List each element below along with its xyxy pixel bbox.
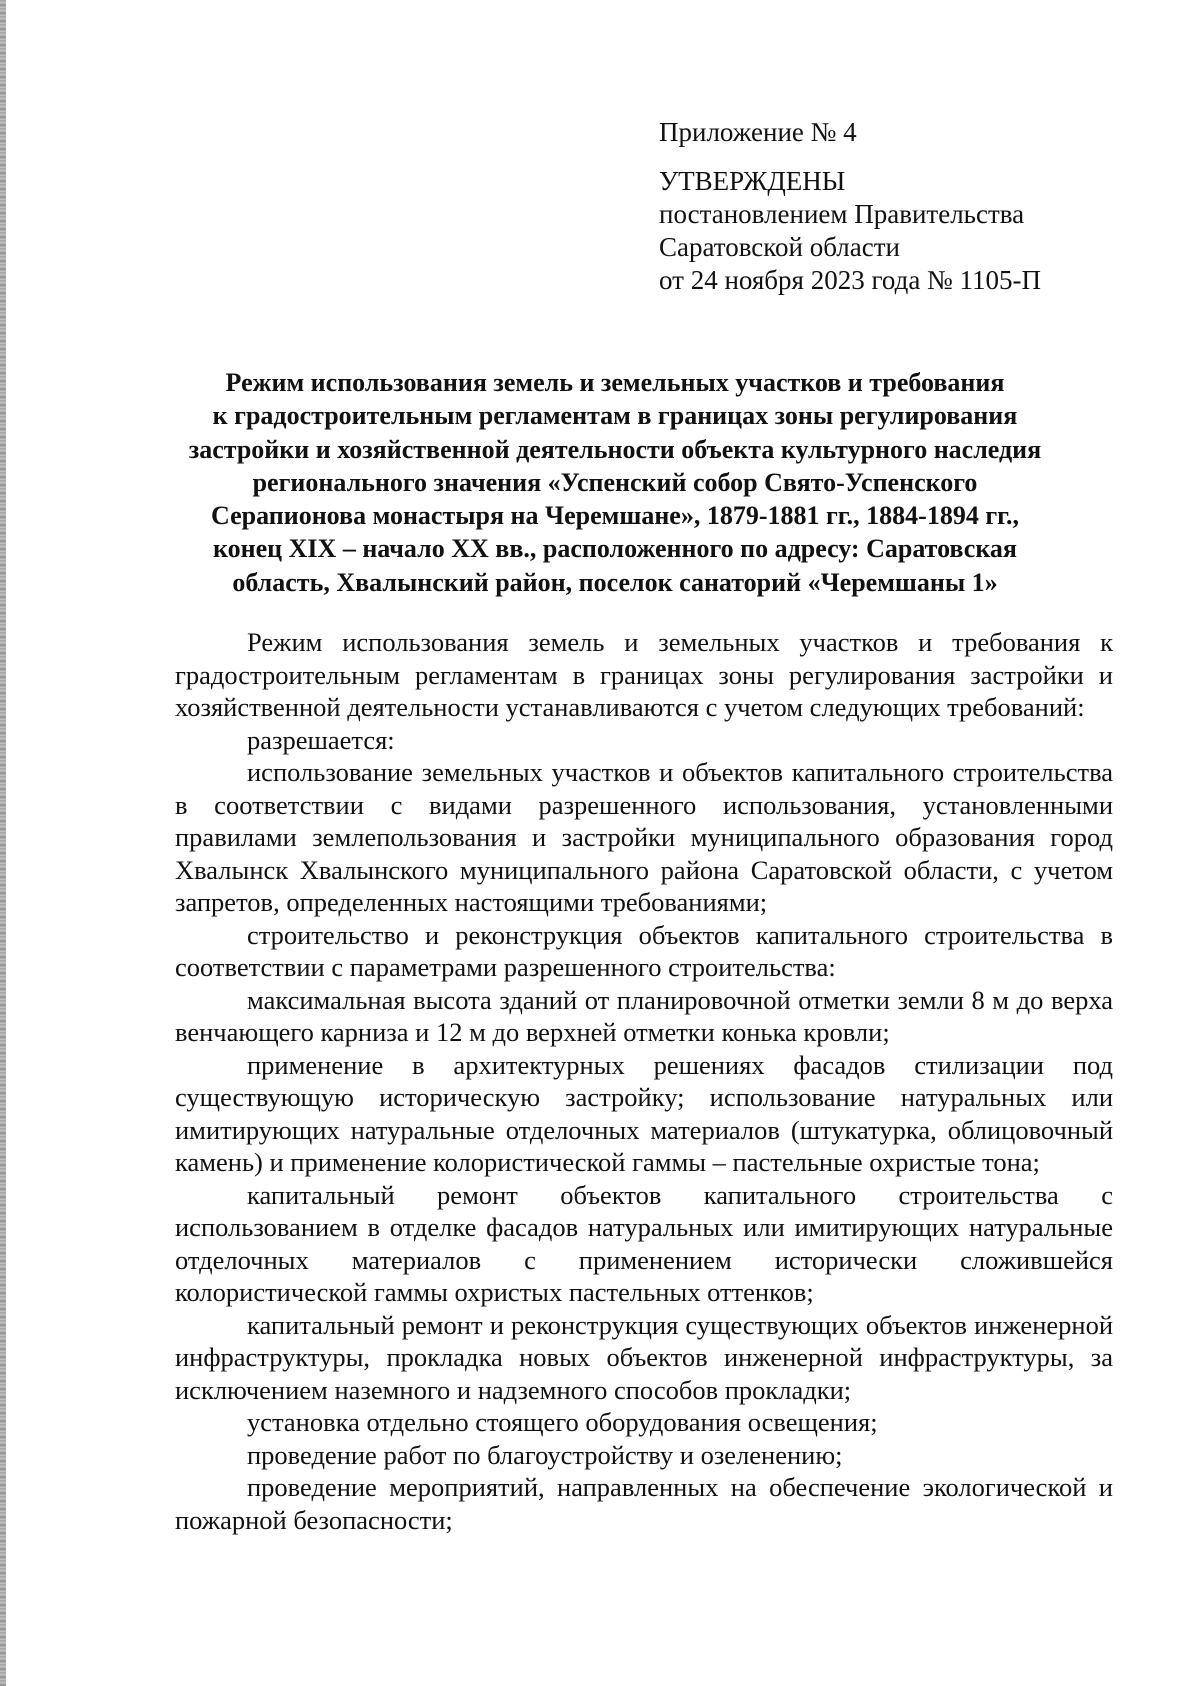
title-line: область, Хвалынский район, поселок санаторий «Черемшаны 1» (232, 567, 998, 597)
approval-block (659, 116, 1139, 297)
body-paragraph: Режим использования земель и земельных участков и требования к градостроительным регламентам в границах зоны регулирования застройки и хозяйственной деятельности устанавливаются с учетом следующих требований: (175, 627, 1113, 722)
body-paragraph: капитальный ремонт и реконструкция существующих объектов инженерной инфраструктуры, прокладка новых объектов инженерной инфраструктуры, за исключением наземного и надземного способов прокладки; (175, 1309, 1113, 1405)
title-line: застройки и хозяйственной деятельности объекта культурного наследия (188, 434, 1042, 464)
body-paragraph: строительство и реконструкция объектов капитального строительства в соответствии с параметрами разрешенного строительства: (175, 919, 1113, 982)
body-paragraph: разрешается: (247, 724, 395, 755)
approved-heading: УТВЕРЖДЕНЫ (659, 166, 846, 196)
body-paragraph: проведение работ по благоустройству и озеленению; (247, 1439, 843, 1470)
title-line: к градостроительным регламентам в границах зоны регулирования (212, 401, 1018, 431)
body-paragraph: максимальная высота зданий от планировочной отметки земли 8 м до верха венчающего карниза и 12 м до верхней отметки конька кровли; (175, 984, 1113, 1047)
body-paragraph: использование земельных участков и объектов капитального строительства в соответствии с видами разрешенного использования, установленными правилами землепользования и застройки муниципального образования город Хвалынск Хвалынского муниципального района Саратовской области, с учетом запретов, определенных настоящими требованиями; (175, 757, 1113, 917)
annex-number: Приложение № 4 (659, 117, 857, 147)
approval-line-1: постановлением Правительства (659, 199, 1025, 229)
title-line: Режим использования земель и земельных участков и требования (225, 368, 1005, 397)
title-line: Серапионова монастыря на Черемшане», 1879-1881 гг., 1884-1894 гг., (210, 501, 1020, 531)
title-line: конец XIX – начало XX вв., расположенного по адресу: Саратовская (213, 534, 1017, 564)
scan-edge (0, 0, 6, 1686)
approval-line-2: Саратовской области (659, 232, 900, 262)
approval-line-3: от 24 ноября 2023 года № 1105-П (659, 265, 1042, 295)
body-paragraph: установка отдельно стоящего оборудования освещения; (247, 1407, 878, 1437)
title-line: регионального значения «Успенский собор Свято-Успенского (252, 467, 978, 497)
document-title (150, 366, 1080, 599)
body-paragraph: капитальный ремонт объектов капитального строительства с использованием в отделке фасадов натуральных или имитирующих натуральные отделочных материалов с применением исторически сложившейся колористической гаммы охристых пастельных оттенков; (175, 1179, 1113, 1307)
document-body (175, 626, 1113, 1536)
body-paragraph: применение в архитектурных решениях фасадов стилизации под существующую историческую застройку; использование натуральных или имитирующих натуральные отделочных материалов (штукатурка, облицовочный камень) и применение колористической гаммы – пастельные охристые тона; (175, 1049, 1113, 1177)
body-paragraph: проведение мероприятий, направленных на обеспечение экологической и пожарной безопасности; (175, 1472, 1113, 1535)
